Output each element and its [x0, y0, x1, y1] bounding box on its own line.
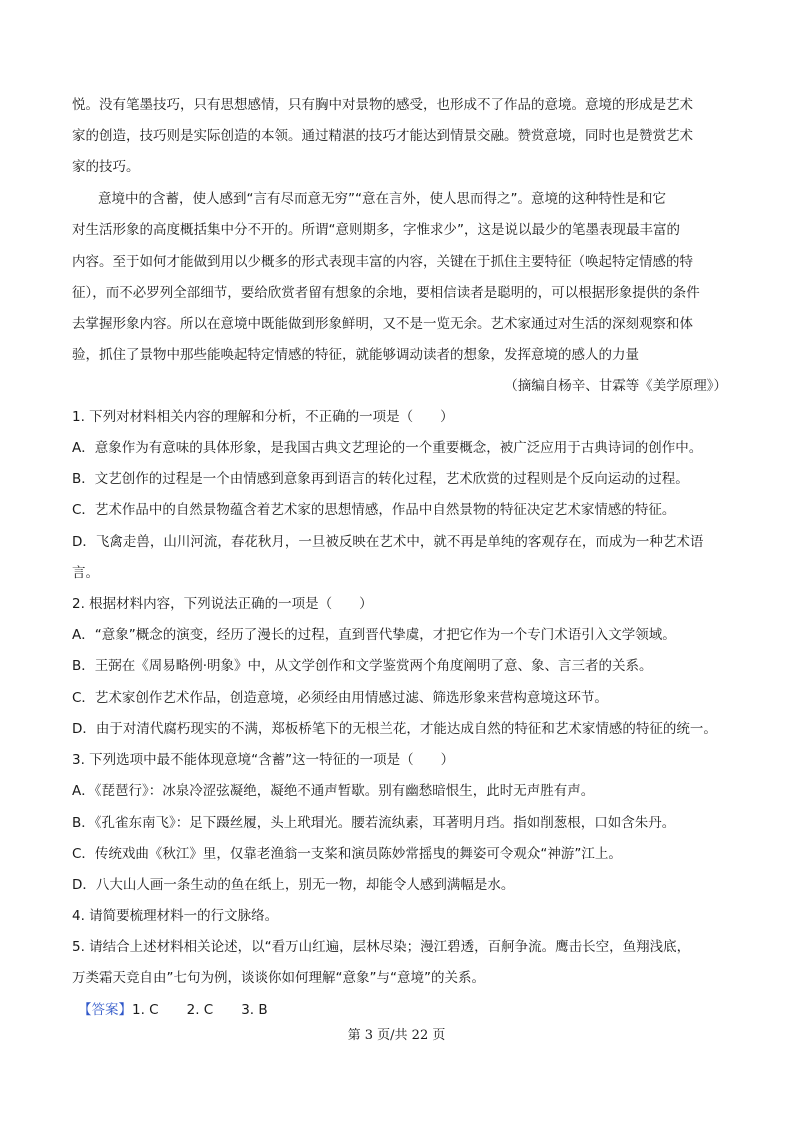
question-2-stem: 2. 根据材料内容，下列说法正确的一项是（ ） [72, 596, 373, 612]
question-5-stem-cont: 万类霜天竞自由”七句为例，谈谈你如何理解“意象”与“意境”的关系。 [72, 970, 485, 986]
question-1-option-d-cont: 言。 [72, 565, 99, 581]
question-3-option-a: A．《琵琶行》：冰泉冷涩弦凝绝，凝绝不通声暂歇。别有幽愁暗恨生，此时无声胜有声。 [72, 783, 595, 799]
passage-line: 内容。至于如何才能做到用以少概多的形式表现丰富的内容，关键在于抓住主要特征（唤起特定情感的特 [72, 254, 693, 270]
answer-item: 1. C [132, 1002, 159, 1018]
question-1-option-b: B．文艺创作的过程是一个由情感到意象再到语言的转化过程，艺术欣赏的过程则是个反向运动的过程。 [72, 471, 689, 487]
answer-label: 【答案】 [78, 1002, 132, 1018]
passage-line: 家的技巧。 [72, 159, 140, 175]
question-2-option-d: D．由于对清代腐朽现实的不满，郑板桥笔下的无根兰花，才能达成自然的特征和艺术家情感的特征的统一。 [72, 721, 717, 737]
passage-line: 家的创造，技巧则是实际创造的本领。通过精湛的技巧才能达到情景交融。赞赏意境，同时也是赞赏艺术 [72, 128, 693, 144]
answer-line [78, 1000, 738, 1020]
question-3-option-d: D．八大山人画一条生动的鱼在纸上，别无一物，却能令人感到满幅是水。 [72, 877, 515, 893]
question-3-option-b: B．《孔雀东南飞》：足下蹑丝履，头上玳瑁光。腰若流纨素，耳著明月珰。指如削葱根，口如含朱丹。 [72, 815, 676, 831]
passage-line: 悦。没有笔墨技巧，只有思想感情，只有胸中对景物的感受，也形成不了作品的意境。意境的形成是艺术 [72, 97, 693, 113]
answer-item: 3. B [241, 1002, 268, 1018]
passage-line: 验，抓住了景物中那些能唤起特定情感的特征，就能够调动读者的想象，发挥意境的感人的力量 [72, 347, 639, 363]
passage-source: （摘编自杨辛、甘霖等《美学原理》） [504, 378, 727, 394]
question-1-option-c: C．艺术作品中的自然景物蕴含着艺术家的思想情感，作品中自然景物的特征决定艺术家情感的特征。 [72, 502, 676, 518]
passage-line: 意境中的含蓄，使人感到“言有尽而意无穷”“意在言外，使人思而得之”。意境的这种特性是和它 [98, 191, 666, 207]
passage-line: 对生活形象的高度概括集中分不开的。所谓“意则期多，字惟求少”，这是说以最少的笔墨表现最丰富的 [72, 222, 680, 238]
passage-line: 去掌握形象内容。所以在意境中既能做到形象鲜明，又不是一览无余。艺术家通过对生活的深刻观察和体 [72, 316, 693, 332]
question-5-stem: 5. 请结合上述材料相关论述，以“看万山红遍，层林尽染；漫江碧透，百舸争流。鹰击长空，鱼翔浅底， [72, 939, 691, 955]
question-2-option-c: C．艺术家创作艺术作品，创造意境，必须经由用情感过滤、筛选形象来营构意境这环节。 [72, 690, 608, 706]
answer-item: 2. C [186, 1002, 214, 1018]
passage-line: 征），而不必罗列全部细节，要给欣赏者留有想象的余地，要相信读者是聪明的，可以根据形象提供的条件 [72, 285, 700, 301]
question-2-option-a: A．“意象”概念的演变，经历了漫长的过程，直到晋代挚虞，才把它作为一个专门术语引入文学领域。 [72, 627, 676, 643]
page-footer: 第 3 页/共 22 页 [347, 1028, 446, 1043]
question-3-stem: 3. 下列选项中最不能体现意境“含蓄”这一特征的一项是（ ） [72, 752, 455, 768]
question-4-stem: 4. 请简要梳理材料一的行文脉络。 [72, 908, 279, 924]
question-3-option-c: C．传统戏曲《秋江》里，仅靠老渔翁一支桨和演员陈妙常摇曳的舞姿可令观众“神游”江上。 [72, 846, 622, 862]
question-1-stem: 1. 下列对材料相关内容的理解和分析，不正确的一项是（ ） [72, 409, 454, 425]
question-1-option-d: D．飞禽走兽，山川河流，春花秋月，一旦被反映在艺术中，就不再是单纯的客观存在，而成为一种艺术语 [72, 534, 704, 550]
question-1-option-a: A．意象作为有意味的具体形象，是我国古典文艺理论的一个重要概念，被广泛应用于古典诗词的创作中。 [72, 440, 703, 456]
question-2-option-b: B．王弼在《周易略例·明象》中，从文学创作和文学鉴赏两个角度阐明了意、象、言三者的关系。 [72, 658, 653, 674]
